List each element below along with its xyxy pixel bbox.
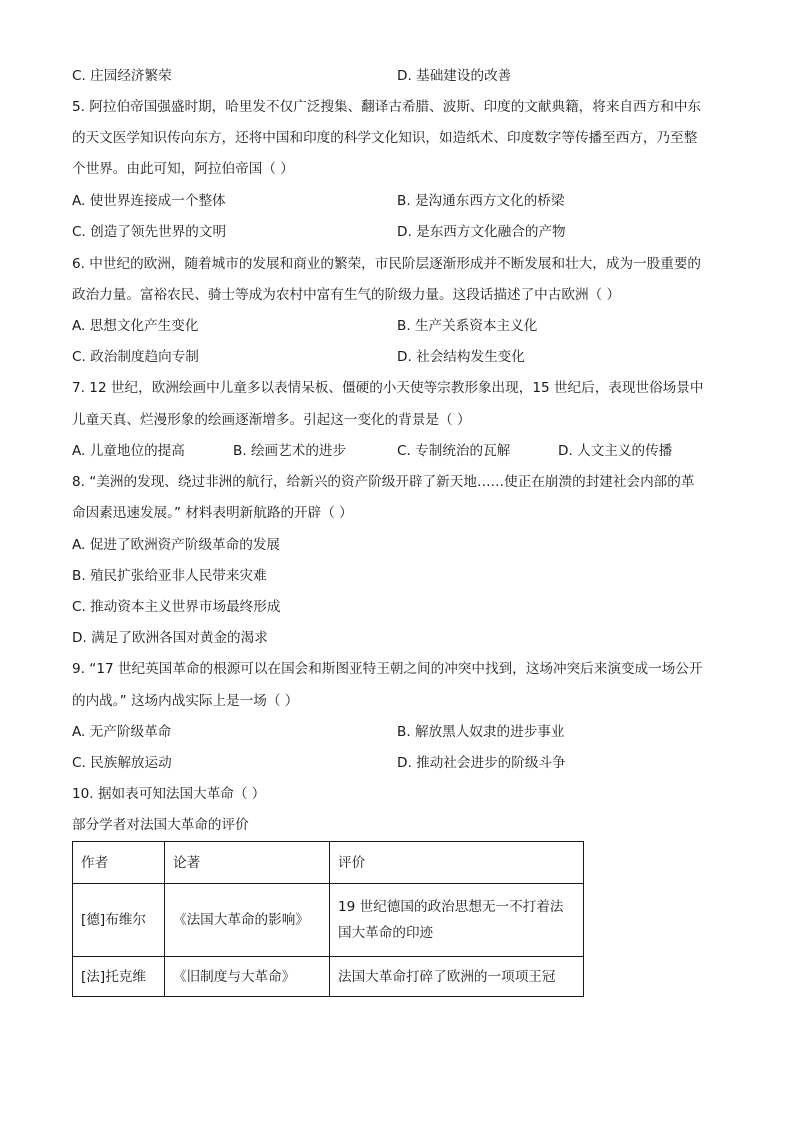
q7-option-b: B. 绘画艺术的进步 [233,443,347,459]
q6-option-d: D. 社会结构发生变化 [397,349,525,365]
q9-stem-line-2: 的内战。” 这场内战实际上是一场（ ） [72,693,299,709]
q6-option-a: A. 思想文化产生变化 [72,318,199,334]
q8-stem-line-2: 命因素迅速发展。” 材料表明新航路的开辟（ ） [72,505,353,521]
table-row [73,957,584,997]
q6-option-b: B. 生产关系资本主义化 [397,318,538,334]
q5-stem-line-2: 的天文医学知识传向东方，还将中国和印度的科学文化知识，如造纸术、印度数字等传播至西方，乃至整 [72,130,698,146]
table-cell-author: [德]布维尔 [73,884,165,957]
q7-stem-line-1: 7. 12 世纪，欧洲绘画中儿童多以表情呆板、僵硬的小天使等宗教形象出现，15 世纪后，表现世俗场景中 [72,380,704,396]
q9-option-d: D. 推动社会进步的阶级斗争 [397,755,566,771]
q6-stem-line-2: 政治力量。富裕农民、骑士等成为农村中富有生气的阶级力量。这段话描述了中古欧洲（ ） [72,287,621,303]
table-header-cell: 评价 [330,842,584,884]
table-cell-evaluation: 法国大革命打碎了欧洲的一项项王冠 [330,957,584,997]
q9-option-b: B. 解放黑人奴隶的进步事业 [397,724,565,740]
table-cell-author: [法]托克维 [73,957,165,997]
table-cell-evaluation: 19 世纪德国的政治思想无一不打着法国大革命的印迹 [330,884,584,957]
table-row [73,884,584,957]
q7-option-c: C. 专制统治的瓦解 [397,443,511,459]
q8-stem-line-1: 8. “美洲的发现、绕过非洲的航行，给新兴的资产阶级开辟了新天地……使正在崩溃的封建社会内部的革 [72,474,695,490]
q5-option-d: D. 是东西方文化融合的产物 [397,224,566,240]
q8-option-a: A. 促进了欧洲资产阶级革命的发展 [72,537,281,553]
q10-table-caption: 部分学者对法国大革命的评价 [72,817,249,833]
scholar-evaluation-table [72,841,584,997]
q9-stem-line-1: 9. “17 世纪英国革命的根源可以在国会和斯图亚特王朝之间的冲突中找到，这场冲突后来演变成一场公开 [72,661,703,677]
q8-option-b: B. 殖民扩张给亚非人民带来灾难 [72,568,267,584]
q8-option-d: D. 满足了欧洲各国对黄金的渴求 [72,630,268,646]
q5-option-c: C. 创造了领先世界的文明 [72,224,227,240]
q5-stem-line-3: 个世界。由此可知，阿拉伯帝国（ ） [72,161,294,177]
table-header-row [73,842,584,884]
q9-option-c: C. 民族解放运动 [72,755,172,771]
q6-stem-line-1: 6. 中世纪的欧洲，随着城市的发展和商业的繁荣，市民阶层逐渐形成并不断发展和壮大，成为一股重要的 [72,256,702,272]
q7-stem-line-2: 儿童天真、烂漫形象的绘画逐渐增多。引起这一变化的背景是（ ） [72,412,471,428]
table-header-cell: 作者 [73,842,165,884]
q5-option-b: B. 是沟通东西方文化的桥梁 [397,193,565,209]
option-c: C. 庄园经济繁荣 [72,68,172,84]
table-cell-work: 《旧制度与大革命》 [165,957,330,997]
q7-option-a: A. 儿童地位的提高 [72,443,185,459]
q10-stem-line-1: 10. 据如表可知法国大革命（ ） [72,786,266,802]
q5-stem-line-1: 5. 阿拉伯帝国强盛时期，哈里发不仅广泛搜集、翻译古希腊、波斯、印度的文献典籍，将来自西方和中东 [72,99,702,115]
q8-option-c: C. 推动资本主义世界市场最终形成 [72,599,281,615]
q9-option-a: A. 无产阶级革命 [72,724,172,740]
table-header-cell: 论著 [165,842,330,884]
q6-option-c: C. 政治制度趋向专制 [72,349,199,365]
table-cell-work: 《法国大革命的影响》 [165,884,330,957]
option-d: D. 基础建设的改善 [397,68,512,84]
q7-option-d: D. 人文主义的传播 [558,443,673,459]
q5-option-a: A. 使世界连接成一个整体 [72,193,226,209]
